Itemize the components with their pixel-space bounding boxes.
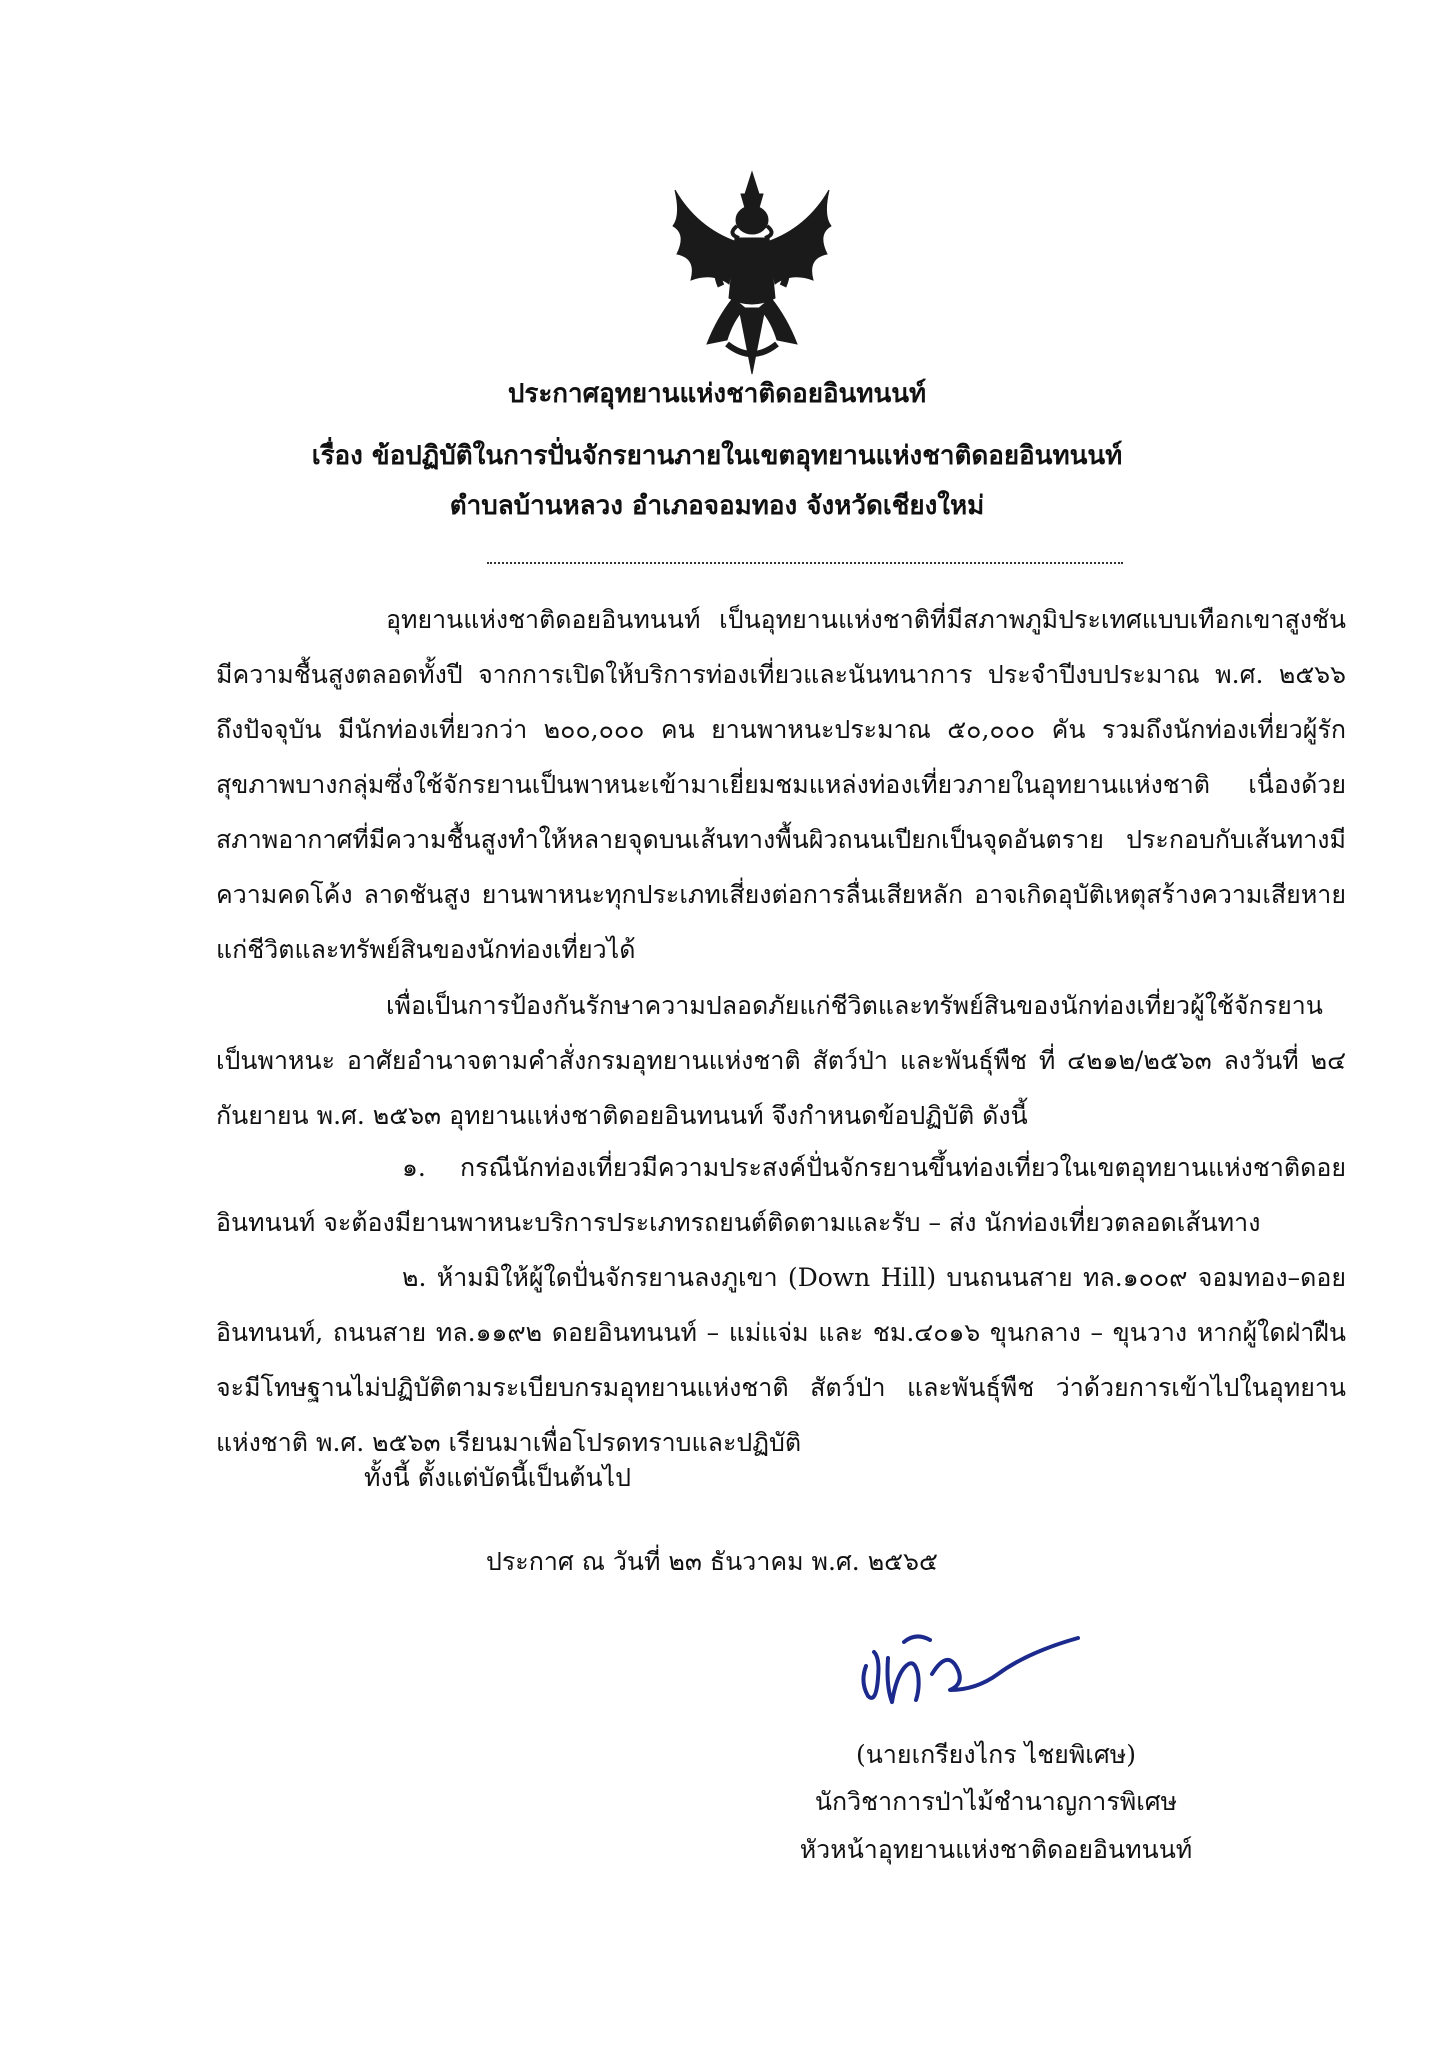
garuda-emblem-icon (667, 168, 837, 378)
announcement-subject: เรื่อง ข้อปฏิบัติในการปั่นจักรยานภายในเขตอุทยานแห่งชาติดอยอินทนนท์ (311, 441, 1123, 471)
rule-2: ๒. ห้ามมิให้ผู้ใดปั่นจักรยานลงภูเขา (Down Hill) บนถนนสาย ทล.๑๐๐๙ จอมทอง–ดอยอินทนนท์, ถนนสาย ทล.๑๑๙๒ ดอยอินทนนท์ – แม่แจ่ม และ ชม.๔๐๑๖ ขุนกลาง – ขุนวาง หากผู้ใดฝ่าฝืนจะมีโทษฐานไม่ปฏิบัติตามระเบียบกรมอุทยานแห่งชาติ สัตว์ป่า และพันธุ์พืช ว่าด้วยการเข้าไปในอุทยานแห่งชาติ พ.ศ. ๒๕๖๓ เรียนมาเพื่อโปรดทราบและปฏิบัติ (216, 1263, 1346, 1457)
signer-role: หัวหน้าอุทยานแห่งชาติดอยอินทนนท์ (799, 1835, 1193, 1864)
announcement-title: ประกาศอุทยานแห่งชาติดอยอินทนนท์ (507, 379, 927, 409)
paragraph-authority: เพื่อเป็นการป้องกันรักษาความปลอดภัยแก่ชีวิตและทรัพย์สินของนักท่องเที่ยวผู้ใช้จักรยานเป็นพาหนะ อาศัยอำนาจตามคำสั่งกรมอุทยานแห่งชาติ สัตว์ป่า และพันธุ์พืช ที่ ๔๒๑๒/๒๕๖๓ ลงวันที่ ๒๔ กันยายน พ.ศ. ๒๕๖๓ อุทยานแห่งชาติดอยอินทนนท์ จึงกำหนดข้อปฏิบัติ ดังนี้ (216, 991, 1346, 1130)
announcement-date: ประกาศ ณ วันที่ ๒๓ ธันวาคม พ.ศ. ๒๕๖๕ (486, 1547, 938, 1576)
effective-clause: ทั้งนี้ ตั้งแต่บัดนี้เป็นต้นไป (364, 1463, 631, 1492)
signer-position: นักวิชาการป่าไม้ชำนาญการพิเศษ (814, 1787, 1178, 1816)
rule-1: ๑. กรณีนักท่องเที่ยวมีความประสงค์ปั่นจักรยานขึ้นท่องเที่ยวในเขตอุทยานแห่งชาติดอยอินทนนท์ จะต้องมียานพาหนะบริการประเภทรถยนต์ติดตามและรับ – ส่ง นักท่องเที่ยวตลอดเส้นทาง (216, 1153, 1346, 1237)
dotted-divider (487, 562, 1123, 564)
announcement-location: ตำบลบ้านหลวง อำเภอจอมทอง จังหวัดเชียงใหม่ (449, 491, 985, 521)
signer-name: (นายเกรียงไกร ไชยพิเศษ) (856, 1740, 1136, 1769)
handwritten-signature (858, 1618, 1088, 1718)
paragraph-intro: อุทยานแห่งชาติดอยอินทนนท์ เป็นอุทยานแห่งชาติที่มีสภาพภูมิประเทศแบบเทือกเขาสูงชัน มีความชื้นสูงตลอดทั้งปี จากการเปิดให้บริการท่องเที่ยวและนันทนาการ ประจำปีงบประมาณ พ.ศ. ๒๕๖๖ ถึงปัจจุบัน มีนักท่องเที่ยวกว่า ๒๐๐,๐๐๐ คน ยานพาหนะประมาณ ๕๐,๐๐๐ คัน รวมถึงนักท่องเที่ยวผู้รักสุขภาพบางกลุ่มซึ่งใช้จักรยานเป็นพาหนะเข้ามาเยี่ยมชมแหล่งท่องเที่ยวภายในอุทยานแห่งชาติ เนื่องด้วยสภาพอากาศที่มีความชื้นสูงทำให้หลายจุดบนเส้นทางพื้นผิวถนนเปียกเป็นจุดอันตราย ประกอบกับเส้นทางมีความคดโค้ง ลาดชันสูง ยานพาหนะทุกประเภทเสี่ยงต่อการลื่นเสียหลัก อาจเกิดอุบัติเหตุสร้างความเสียหายแก่ชีวิตและทรัพย์สินของนักท่องเที่ยวได้ (216, 605, 1346, 964)
